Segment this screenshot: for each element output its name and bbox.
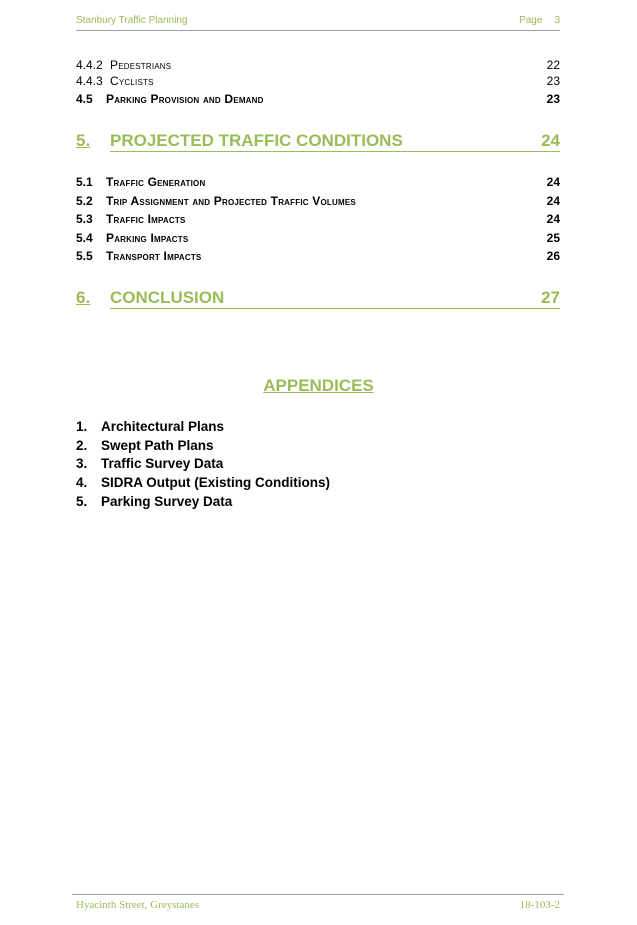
page-footer: [72, 894, 564, 911]
toc-entry-page: 24: [546, 194, 560, 208]
toc-entry-page: 25: [546, 231, 560, 245]
appendix-label: SIDRA Output (Existing Conditions): [101, 475, 330, 491]
toc-section-title: PROJECTED TRAFFIC CONDITIONS: [110, 131, 403, 150]
toc-entry-label: Transport Impacts: [106, 249, 202, 263]
list-item: [76, 437, 330, 456]
list-item: [76, 418, 330, 437]
toc-entry-4-5[interactable]: [76, 92, 560, 110]
toc-section-title: CONCLUSION: [110, 288, 225, 307]
appendix-label: Architectural Plans: [101, 419, 225, 434]
toc-entry-label: Traffic Impacts: [106, 212, 186, 226]
footer-address: Hyacinth Street, Greystanes: [76, 899, 200, 911]
toc-entry-number: 5.2: [76, 194, 93, 208]
toc-entry-label: Parking Impacts: [106, 231, 189, 245]
toc-entry-4-4-3[interactable]: [76, 74, 560, 92]
appendix-label: Parking Survey Data: [101, 493, 233, 509]
toc-entry-page: 26: [546, 249, 560, 263]
toc-entry-number: 4.4.2: [76, 58, 103, 72]
appendix-label: Swept Path Plans: [101, 437, 214, 453]
footer-reference: 18-103-2: [519, 899, 560, 911]
appendix-number: 1.: [76, 419, 88, 434]
toc-entry-number: 4.5: [76, 92, 93, 106]
appendix-number: 5.: [76, 493, 88, 509]
toc-entry-5-2[interactable]: [76, 194, 560, 212]
toc-section-number: 6.: [76, 288, 91, 307]
appendix-number: 3.: [76, 456, 88, 472]
header-page: [519, 15, 560, 26]
toc-section-5[interactable]: [76, 131, 560, 153]
toc-entry-number: 5.4: [76, 231, 93, 245]
toc-entry-5-1[interactable]: [76, 175, 560, 193]
toc-entry-5-3[interactable]: [76, 212, 560, 230]
toc-entry-label: Traffic Generation: [106, 175, 206, 189]
toc-entry-5-4[interactable]: [76, 231, 560, 249]
list-item: [76, 474, 330, 493]
header-page-label: Page: [519, 15, 543, 26]
toc-section-number: 5.: [76, 131, 91, 150]
section-underline: [110, 151, 560, 152]
appendices-heading: [0, 376, 637, 396]
header-company: Stanbury Traffic Planning: [76, 15, 188, 26]
list-item: [76, 493, 330, 512]
section-underline: [110, 308, 560, 309]
toc-entry-page: 23: [546, 74, 560, 88]
header-page-number: 3: [554, 15, 560, 26]
toc-entry-page: 24: [546, 212, 560, 226]
appendices-list: [76, 418, 330, 511]
toc-entry-number: 5.5: [76, 249, 93, 263]
toc-entry-number: 5.3: [76, 212, 93, 226]
list-item: [76, 455, 330, 474]
toc-entry-page: 24: [546, 175, 560, 189]
toc-entry-page: 23: [546, 92, 560, 106]
toc-entry-label: Trip Assignment and Projected Traffic Volumes: [106, 194, 356, 208]
appendix-number: 4.: [76, 475, 88, 491]
toc-entry-5-5[interactable]: [76, 249, 560, 267]
toc-section-page: 24: [541, 131, 560, 150]
toc-entry-label: Cyclists: [110, 74, 154, 88]
toc-entry-page: 22: [546, 58, 560, 72]
toc-entry-number: 5.1: [76, 175, 93, 189]
toc-entry-label: Pedestrians: [110, 58, 172, 72]
appendix-label: Traffic Survey Data: [101, 456, 224, 472]
toc-section-page: 27: [541, 288, 560, 307]
toc-entry-label: Parking Provision and Demand: [106, 92, 264, 106]
appendices-title: APPENDICES: [263, 376, 374, 395]
appendix-number: 2.: [76, 437, 88, 453]
page-header: [76, 13, 560, 31]
toc-entry-number: 4.4.3: [76, 74, 103, 88]
toc-section-6[interactable]: [76, 288, 560, 310]
